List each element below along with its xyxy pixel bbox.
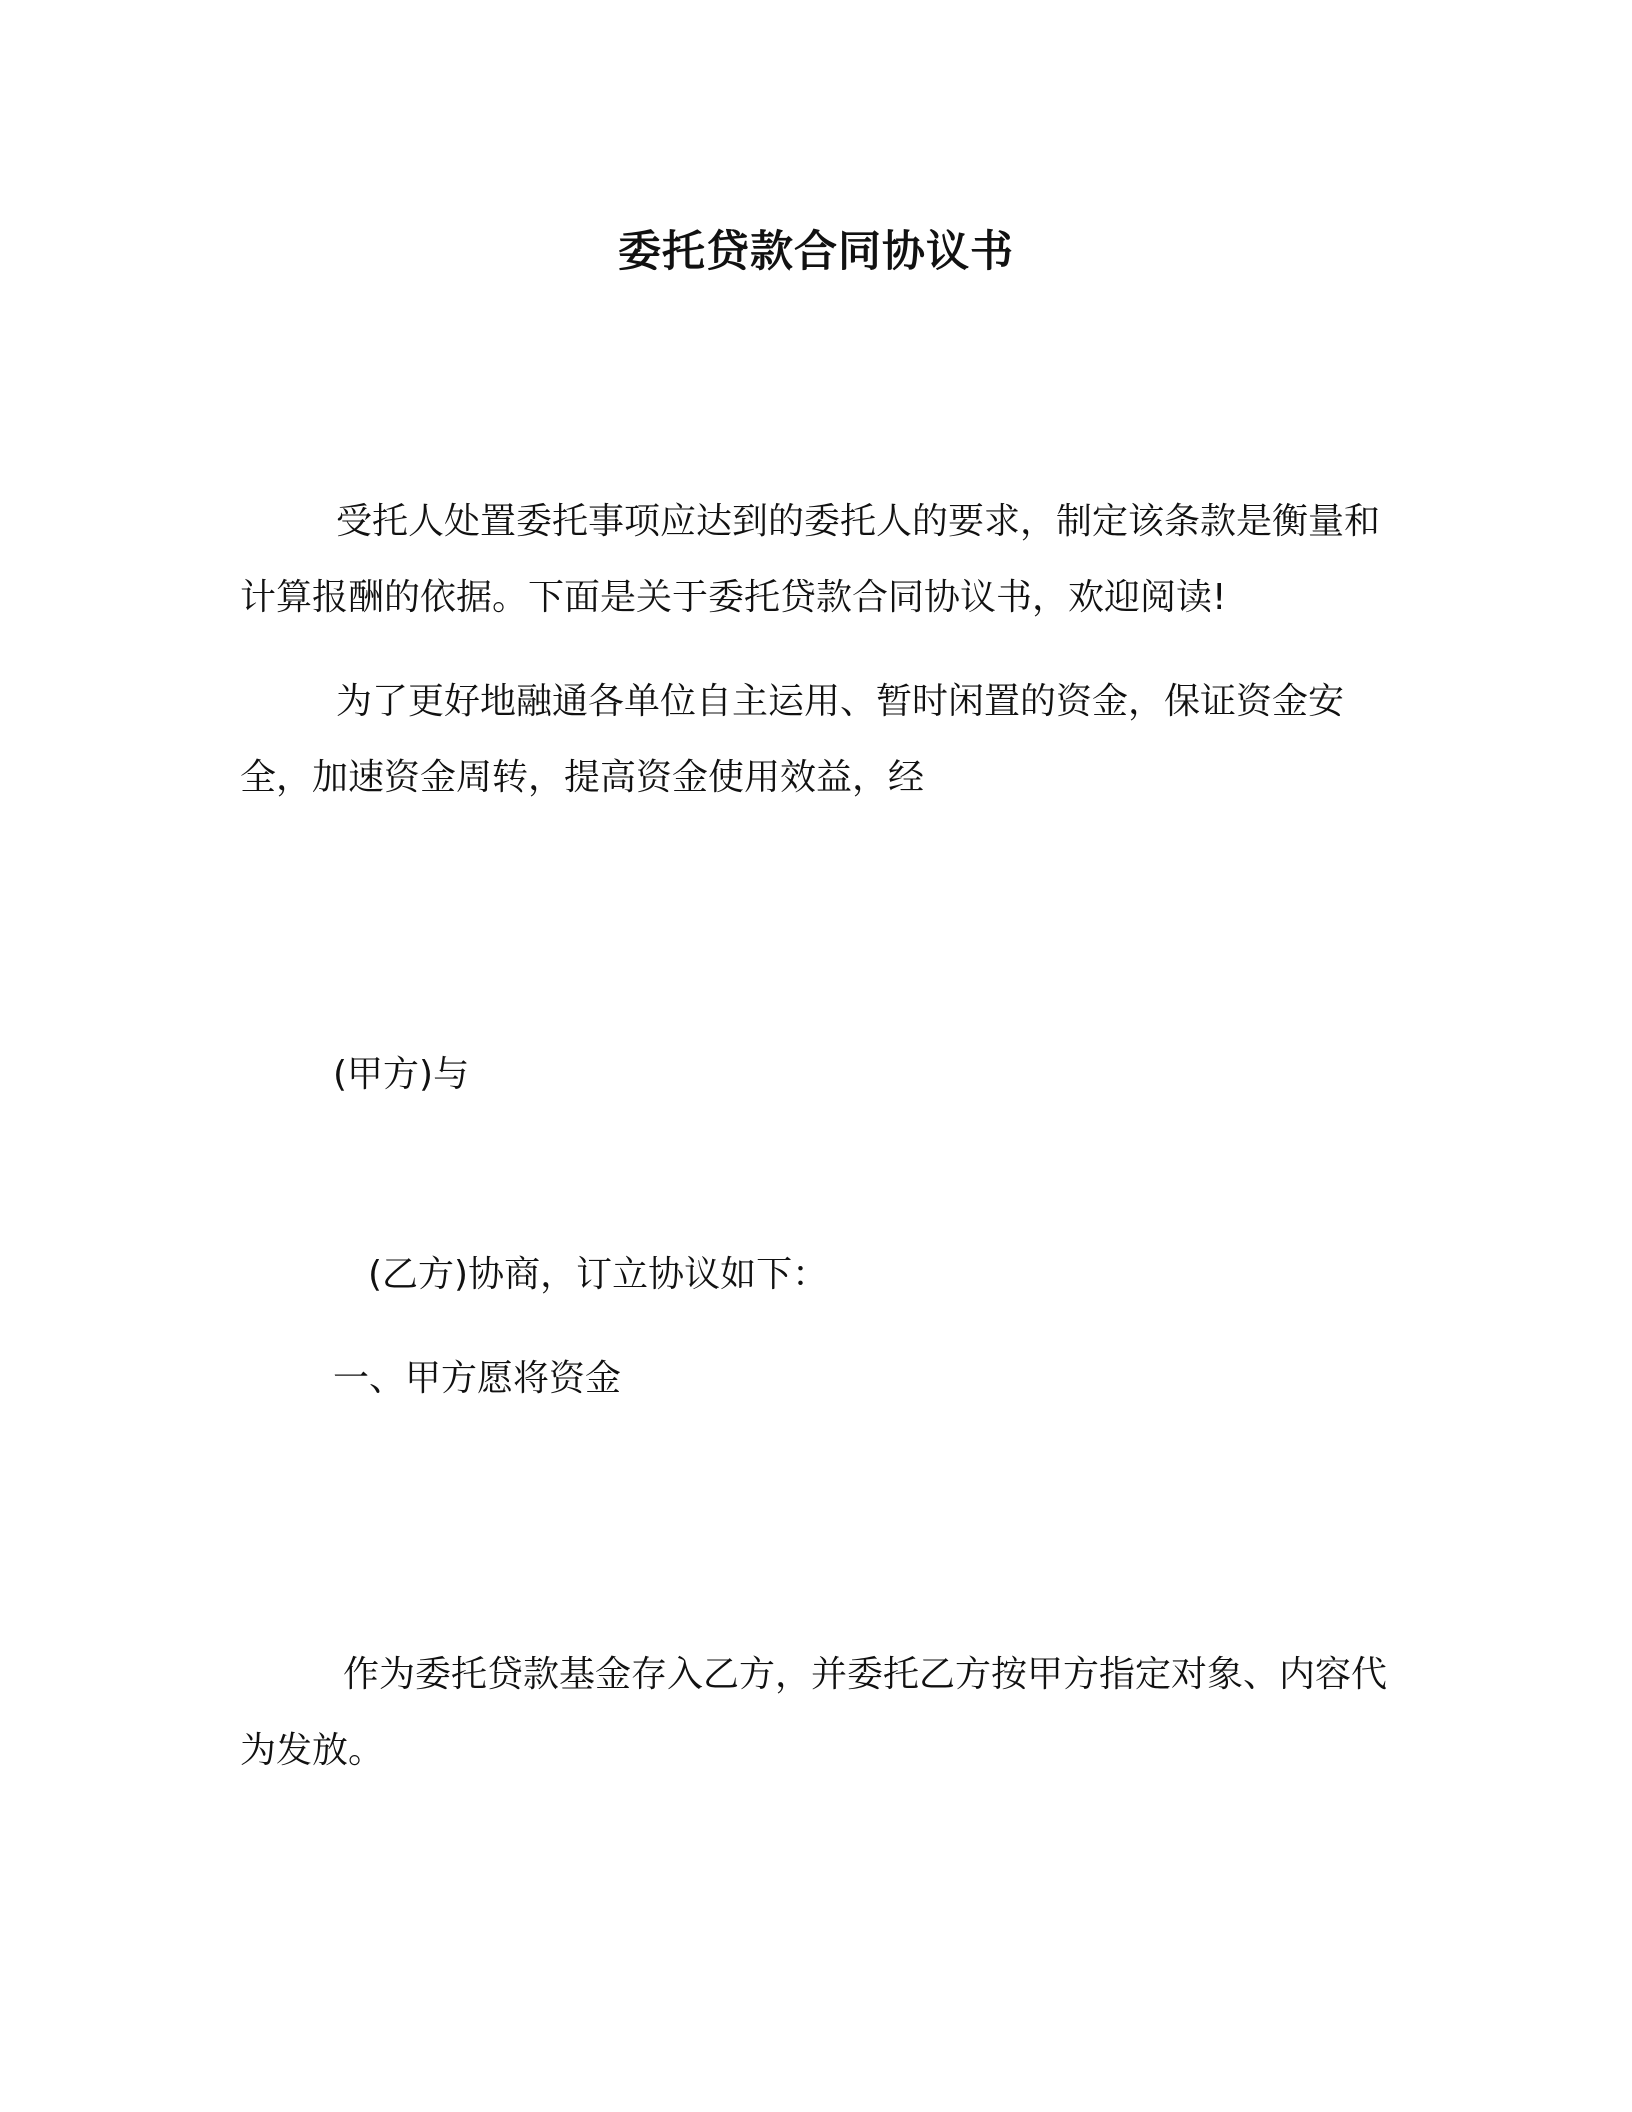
- party-a-line: (甲方)与: [333, 1054, 470, 1095]
- clause-1-heading: 一、甲方愿将资金: [333, 1358, 622, 1399]
- clause-1-body: 作为委托贷款基金存入乙方，并委托乙方按甲方指定对象、内容代为发放。: [240, 1654, 1388, 1771]
- intro-paragraph: 受托人处置委托事项应达到的委托人的要求，制定该条款是衡量和计算报酬的依据。下面是关于委托贷款合同协议书，欢迎阅读!: [240, 501, 1381, 618]
- party-b-line: (乙方)协商，订立协议如下：: [368, 1254, 829, 1295]
- purpose-paragraph: 为了更好地融通各单位自主运用、暂时闲置的资金，保证资金安全，加速资金周转，提高资金使用效益，经: [240, 681, 1345, 798]
- document-title: 委托贷款合同协议书: [618, 227, 1014, 277]
